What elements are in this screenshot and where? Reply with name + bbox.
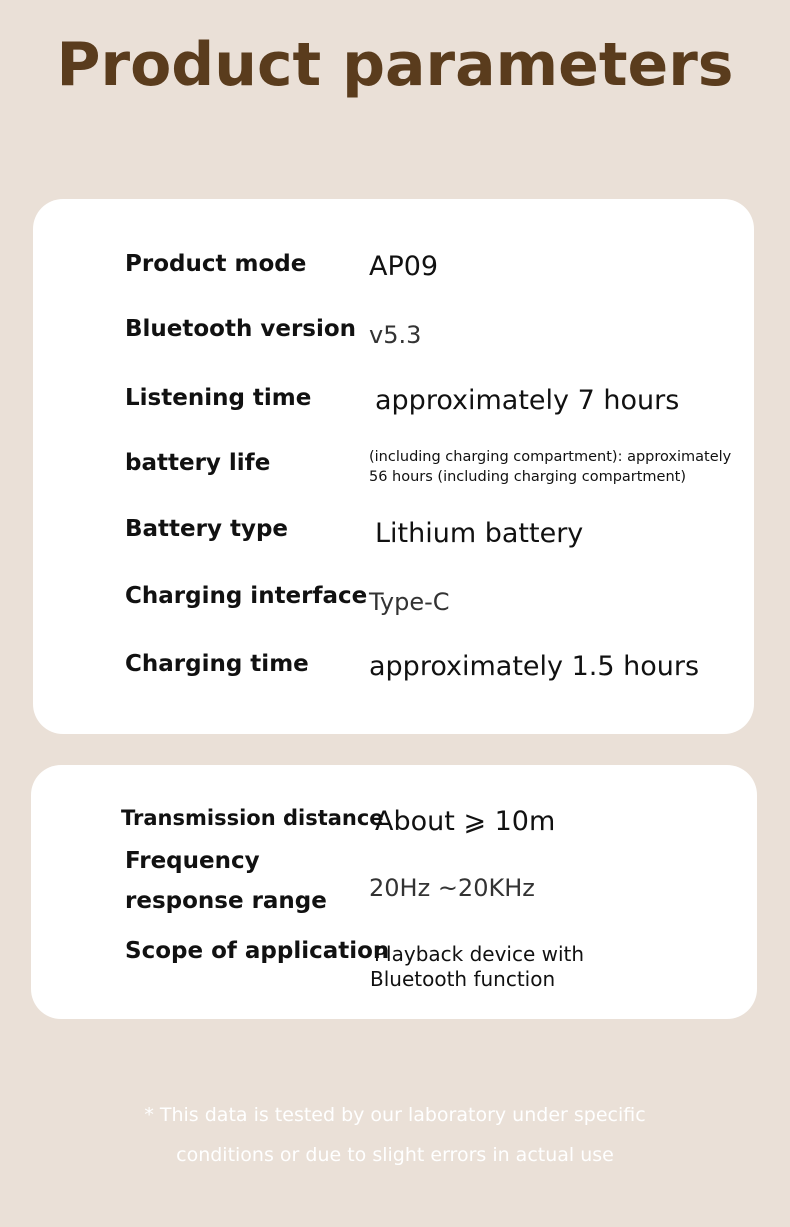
value-transmission-distance: About ⩾ 10m — [375, 806, 556, 837]
label-listening-time: Listening time — [125, 385, 312, 411]
label-battery-type: Battery type — [125, 516, 289, 542]
label-bluetooth-version: Bluetooth version — [125, 316, 357, 342]
label-frequency-line2: response range — [125, 888, 327, 914]
value-scope-line2: Bluetooth function — [370, 967, 556, 991]
value-frequency-range: 20Hz ~20KHz — [369, 874, 535, 902]
value-charging-time: approximately 1.5 hours — [369, 651, 700, 682]
label-transmission-distance: Transmission distance — [121, 806, 384, 830]
value-battery-life: (including charging compartment): approximately 56 hours (including charging compartment) — [369, 449, 732, 486]
label-frequency-line1: Frequency — [125, 848, 260, 874]
value-bluetooth-version: v5.3 — [369, 321, 422, 349]
label-charging-interface: Charging interface — [125, 583, 368, 609]
value-scope-line1: Playback device with — [374, 942, 585, 966]
page-title: Product parameters — [56, 30, 734, 100]
footnote-line2: conditions or due to slight errors in actual use — [176, 1144, 614, 1166]
value-product-mode: AP09 — [369, 251, 439, 282]
footnote-line1: * This data is tested by our laboratory under specific — [144, 1104, 646, 1126]
value-battery-type: Lithium battery — [375, 518, 584, 549]
label-scope-of-application: Scope of application — [125, 938, 390, 964]
label-product-mode: Product mode — [125, 251, 307, 277]
label-charging-time: Charging time — [125, 651, 309, 677]
value-listening-time: approximately 7 hours — [375, 385, 680, 416]
label-battery-life: battery life — [125, 450, 271, 476]
value-charging-interface: Type-C — [369, 588, 450, 616]
